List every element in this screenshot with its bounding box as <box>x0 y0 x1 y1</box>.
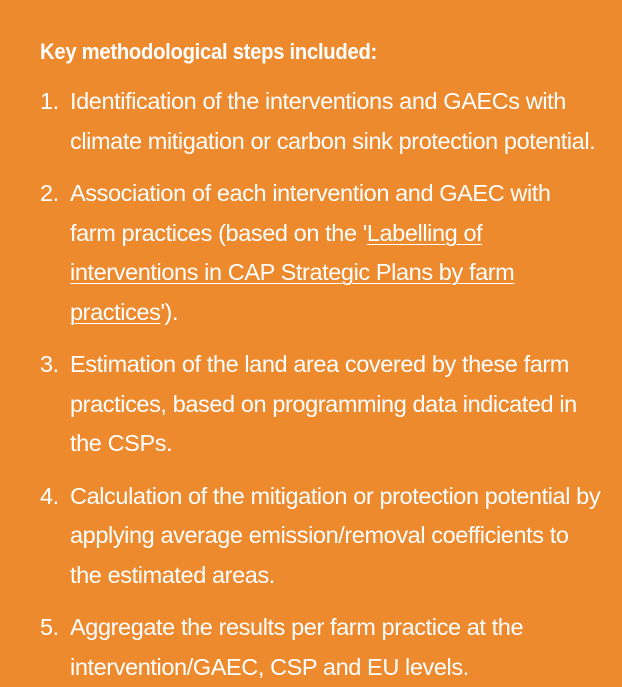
step-number: 1. <box>40 88 59 114</box>
steps-list <box>40 82 602 687</box>
box-heading: Key methodological steps included: <box>40 39 378 64</box>
step-number: 2. <box>40 180 59 206</box>
step-item-5 <box>40 608 602 687</box>
step-text: Aggregate the results per farm practice at the intervention/GAEC, CSP and EU levels. <box>70 614 524 680</box>
step-item-2 <box>40 174 602 332</box>
step-text <box>70 174 602 332</box>
step-text: Identification of the interventions and GAECs with climate mitigation or carbon sink protection potential. <box>70 88 596 154</box>
step-text-before-link: Association of each intervention and GAEC with farm practices (based on the ' <box>70 180 551 246</box>
step-number: 4. <box>40 482 59 509</box>
step-number: 5. <box>40 614 59 640</box>
step-item-4 <box>40 477 602 596</box>
labelling-interventions-link[interactable]: Labelling of interventions in CAP Strategic Plans by farm practices <box>70 219 515 325</box>
step-number: 3. <box>40 351 59 377</box>
step-item-3 <box>40 345 602 464</box>
step-item-1 <box>40 82 602 161</box>
step-text: Estimation of the land area covered by these farm practices, based on programming data indicated in the CSPs. <box>70 351 577 456</box>
step-text: Calculation of the mitigation or protection potential by applying average emission/removal coefficients to the estimated areas. <box>70 482 601 588</box>
step-text-after-link: '). <box>160 298 179 325</box>
